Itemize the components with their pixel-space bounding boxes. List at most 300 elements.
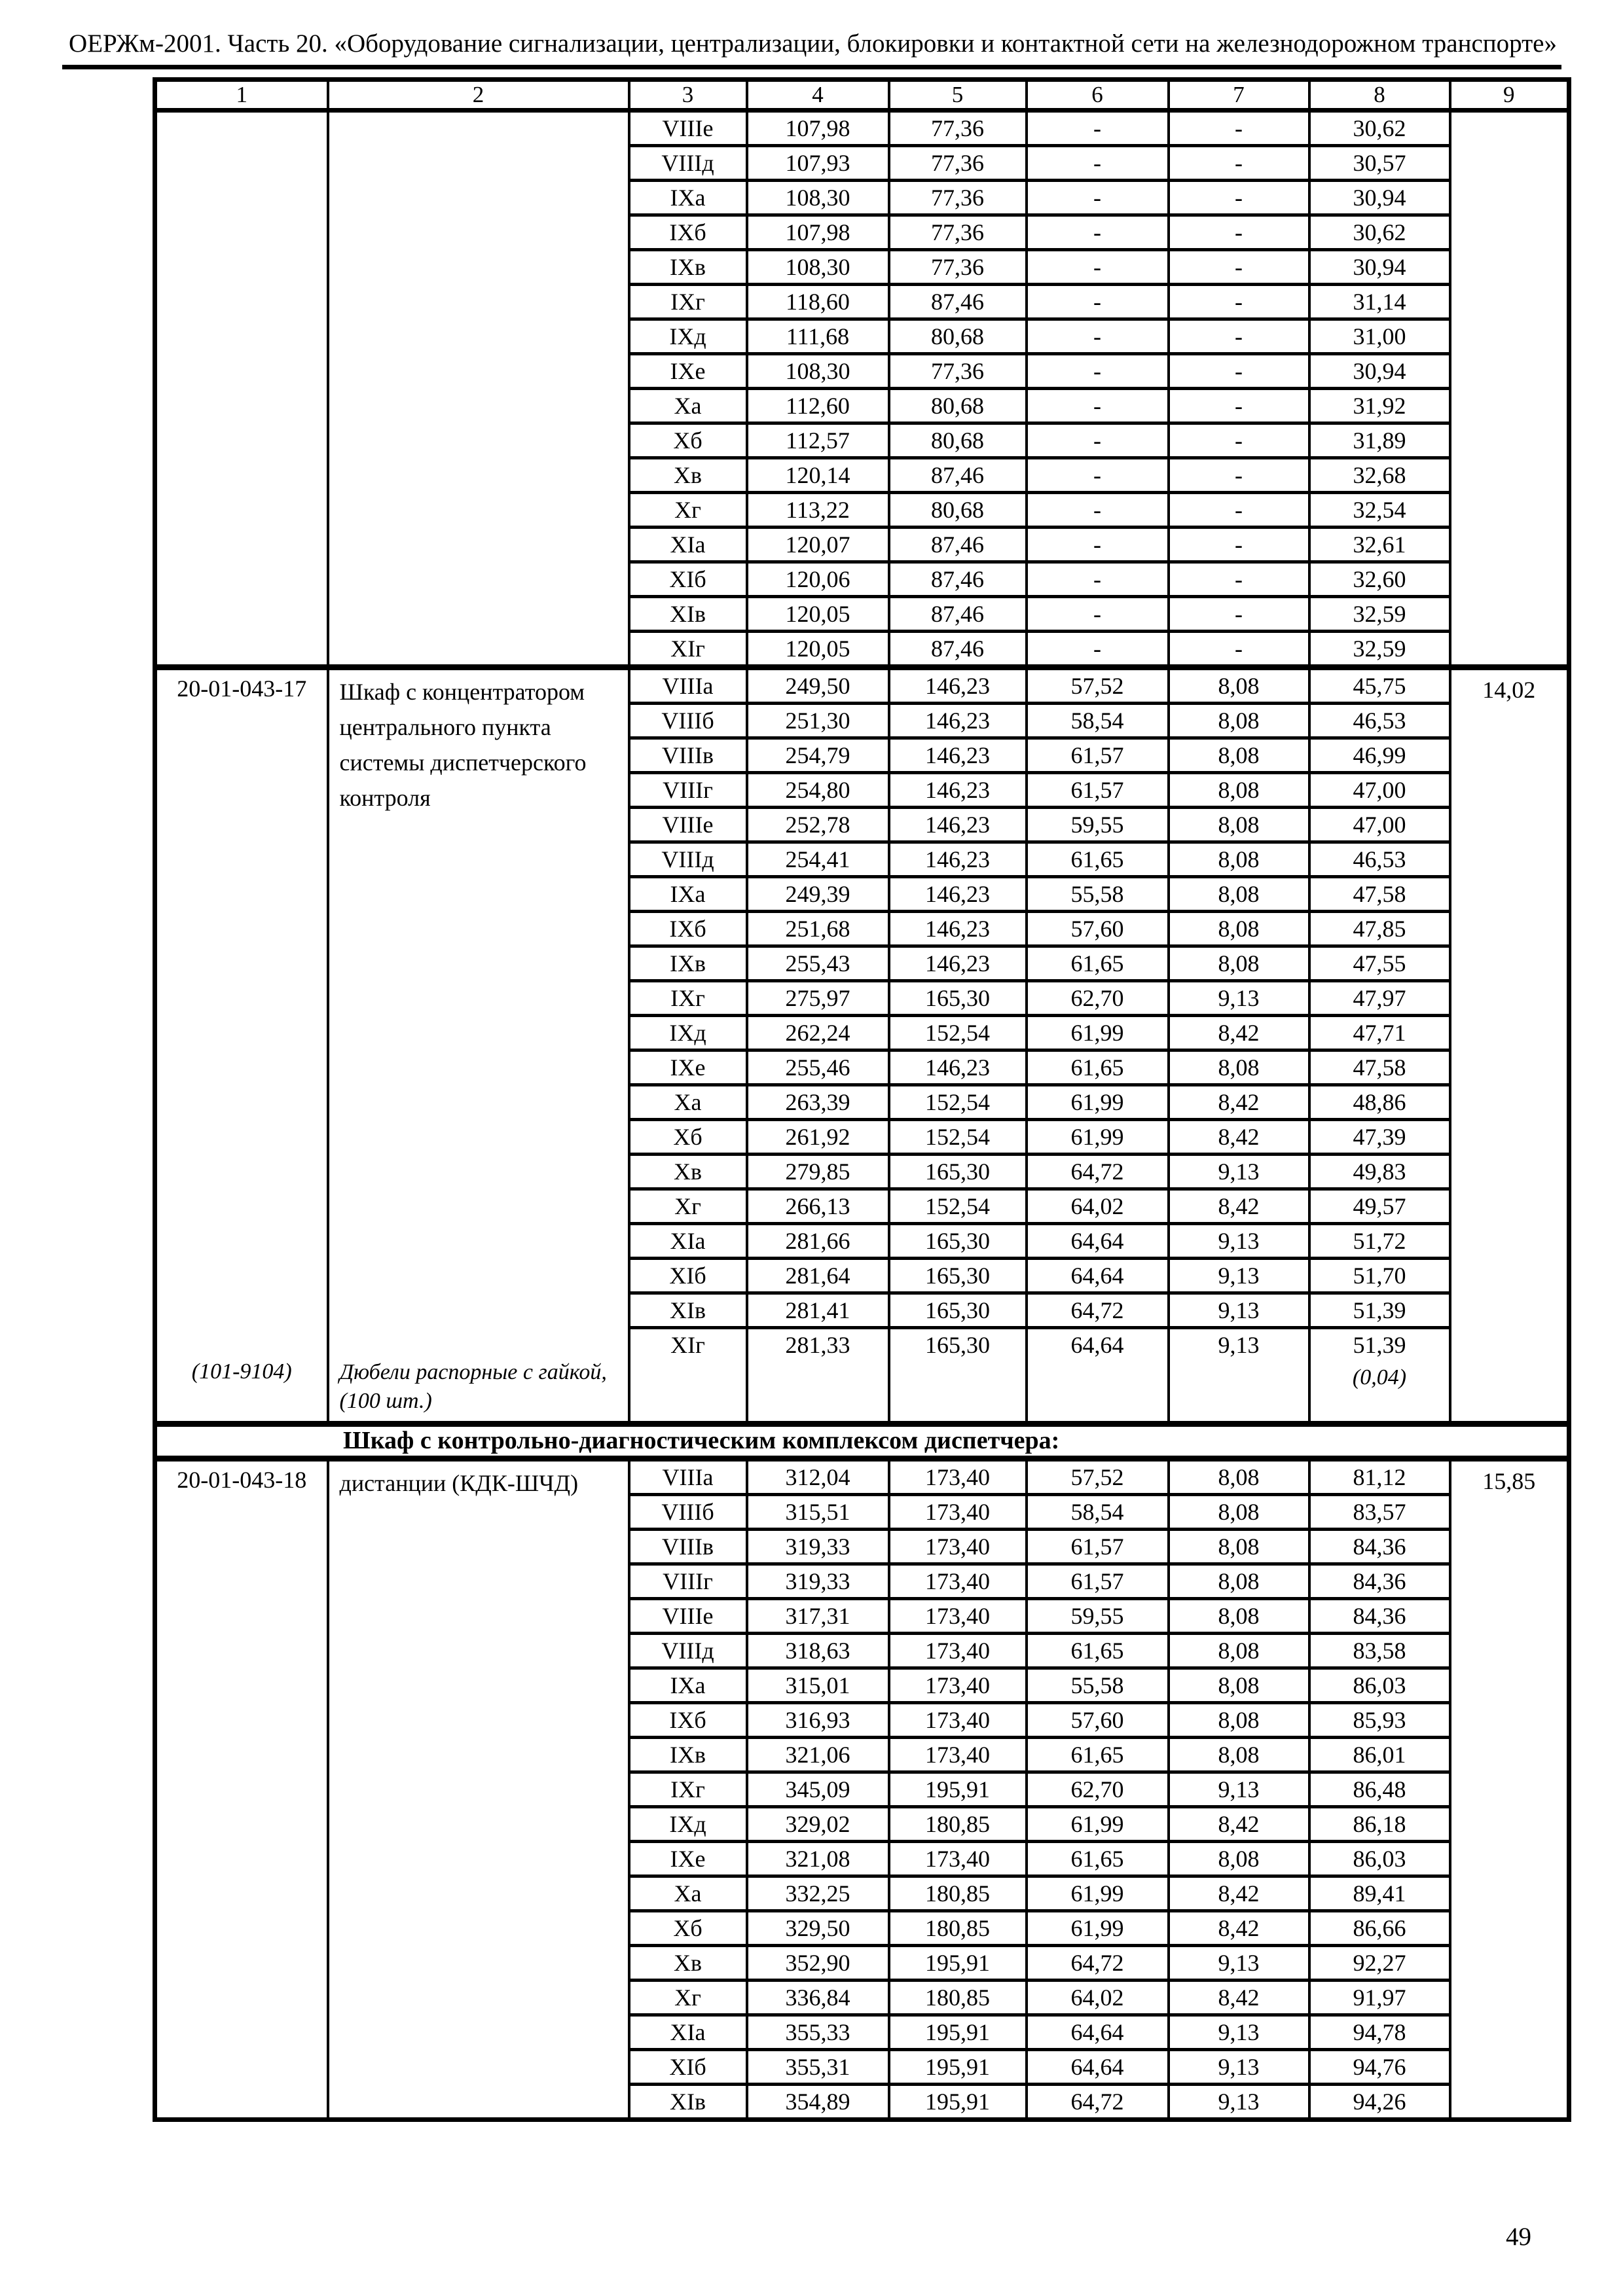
cell-value: - xyxy=(1027,215,1169,250)
cell-value: 173,40 xyxy=(889,1459,1027,1495)
cell-value: 61,65 xyxy=(1027,842,1169,877)
cell-value: 180,85 xyxy=(889,1876,1027,1911)
cell-value: 173,40 xyxy=(889,1842,1027,1876)
cell-value: 58,54 xyxy=(1027,704,1169,738)
cell-value: 85,93 xyxy=(1309,1703,1450,1738)
cell-value: - xyxy=(1169,285,1309,319)
cell-value: 8,08 xyxy=(1169,1564,1309,1599)
cell-value: 8,08 xyxy=(1169,1459,1309,1495)
cell-value: - xyxy=(1169,146,1309,181)
cell-value: 249,39 xyxy=(747,877,889,912)
cell-value: - xyxy=(1169,354,1309,389)
cell-value: 165,30 xyxy=(889,1293,1027,1328)
cell-value: 31,92 xyxy=(1309,389,1450,423)
cell-value: 51,72 xyxy=(1309,1224,1450,1259)
note-col8: (0,04) xyxy=(1309,1361,1450,1424)
cell-value: 61,99 xyxy=(1027,1876,1169,1911)
cell-value: 9,13 xyxy=(1169,1328,1309,1361)
cell-value: - xyxy=(1169,458,1309,493)
cell-modification: VIIIб xyxy=(629,704,747,738)
cell-value: 249,50 xyxy=(747,668,889,704)
cell-value: 47,58 xyxy=(1309,877,1450,912)
cell-modification: VIIIа xyxy=(629,668,747,704)
cell-value: 86,48 xyxy=(1309,1772,1450,1807)
cell-value: 91,97 xyxy=(1309,1981,1450,2015)
group-heading-row xyxy=(155,1424,1569,1459)
cell-value: 118,60 xyxy=(747,285,889,319)
code-text: 20-01-043-18 xyxy=(177,1467,307,1494)
cell-modification: VIIIб xyxy=(629,1495,747,1530)
cell-value: 87,46 xyxy=(889,285,1027,319)
cell-value: 32,54 xyxy=(1309,493,1450,528)
cell-value: 317,31 xyxy=(747,1599,889,1634)
cell-value: 120,07 xyxy=(747,528,889,562)
cell-value: 352,90 xyxy=(747,1946,889,1981)
cell-value: 173,40 xyxy=(889,1564,1027,1599)
cell-value: 146,23 xyxy=(889,808,1027,842)
cell-value: 165,30 xyxy=(889,1328,1027,1361)
cell-value: 9,13 xyxy=(1169,2085,1309,2120)
cell-value: 49,57 xyxy=(1309,1189,1450,1224)
cell-value: 77,36 xyxy=(889,215,1027,250)
column-header: 6 xyxy=(1027,80,1169,111)
cell-value: 87,46 xyxy=(889,632,1027,668)
cell-value: 173,40 xyxy=(889,1703,1027,1738)
cell-value: 87,46 xyxy=(889,562,1027,597)
cell-code xyxy=(155,111,328,668)
cell-value: 173,40 xyxy=(889,1599,1027,1634)
cell-value: 64,64 xyxy=(1027,2050,1169,2085)
cell-name xyxy=(328,668,629,1424)
cell-value: 61,65 xyxy=(1027,1050,1169,1085)
cell-modification: VIIIе xyxy=(629,1599,747,1634)
cell-value: 319,33 xyxy=(747,1530,889,1564)
cell-value: 262,24 xyxy=(747,1016,889,1050)
cell-modification: XIг xyxy=(629,1328,747,1361)
cell-modification: VIIIв xyxy=(629,738,747,773)
cell-value: 51,39 xyxy=(1309,1293,1450,1328)
cell-value: 46,53 xyxy=(1309,842,1450,877)
cell-value: 61,99 xyxy=(1027,1807,1169,1842)
cell-value: 49,83 xyxy=(1309,1155,1450,1189)
cell-value: 84,36 xyxy=(1309,1599,1450,1634)
cell-value: 8,42 xyxy=(1169,1016,1309,1050)
cell-value: 30,94 xyxy=(1309,354,1450,389)
cell-value: 332,25 xyxy=(747,1876,889,1911)
cell-value: 195,91 xyxy=(889,1946,1027,1981)
cell-value: 59,55 xyxy=(1027,1599,1169,1634)
cell-value: 64,02 xyxy=(1027,1189,1169,1224)
cell-modification: XIв xyxy=(629,1293,747,1328)
cell-value: 30,57 xyxy=(1309,146,1450,181)
cell-value: 61,57 xyxy=(1027,773,1169,808)
cell-value: 86,03 xyxy=(1309,1842,1450,1876)
cell-modification: IXд xyxy=(629,319,747,354)
cell-value: - xyxy=(1169,597,1309,632)
column-header: 8 xyxy=(1309,80,1450,111)
cell-value: 47,58 xyxy=(1309,1050,1450,1085)
cell-value: 80,68 xyxy=(889,423,1027,458)
cell-value: 47,00 xyxy=(1309,773,1450,808)
cell-value: 8,08 xyxy=(1169,808,1309,842)
cell-value: - xyxy=(1027,423,1169,458)
cell-value: 146,23 xyxy=(889,842,1027,877)
column-header: 3 xyxy=(629,80,747,111)
cell-value: 329,02 xyxy=(747,1807,889,1842)
cell-value: 80,68 xyxy=(889,493,1027,528)
cell-value: - xyxy=(1027,493,1169,528)
cell-modification: Xа xyxy=(629,1876,747,1911)
cell-value: 87,46 xyxy=(889,458,1027,493)
cell-value: 64,64 xyxy=(1027,2015,1169,2050)
cell-value: 64,72 xyxy=(1027,1946,1169,1981)
cell-value: 89,41 xyxy=(1309,1876,1450,1911)
cell-value: 146,23 xyxy=(889,668,1027,704)
cell-value: 180,85 xyxy=(889,1981,1027,2015)
cell-value: 61,65 xyxy=(1027,1738,1169,1772)
cell-value: 329,50 xyxy=(747,1911,889,1946)
cell-value: 57,60 xyxy=(1027,912,1169,946)
cell-value: 152,54 xyxy=(889,1085,1027,1120)
cell-value: 57,52 xyxy=(1027,1459,1169,1495)
cell-value: 173,40 xyxy=(889,1738,1027,1772)
cell-modification: Xб xyxy=(629,1911,747,1946)
cell-value: 94,76 xyxy=(1309,2050,1450,2085)
cell-value: 83,58 xyxy=(1309,1634,1450,1668)
cell-modification: XIб xyxy=(629,562,747,597)
cell-value: 195,91 xyxy=(889,2050,1027,2085)
cell-value: 86,66 xyxy=(1309,1911,1450,1946)
cell-value: 345,09 xyxy=(747,1772,889,1807)
cell-value: 113,22 xyxy=(747,493,889,528)
cell-value: 8,08 xyxy=(1169,738,1309,773)
cell-value: 64,64 xyxy=(1027,1259,1169,1293)
cell-value: 108,30 xyxy=(747,354,889,389)
page-number: 49 xyxy=(1506,2223,1531,2251)
cell-value: 51,39 xyxy=(1309,1328,1450,1361)
cell-value: 58,54 xyxy=(1027,1495,1169,1530)
cell-value: 64,72 xyxy=(1027,1155,1169,1189)
cell-modification: Xг xyxy=(629,493,747,528)
cell-value: 87,46 xyxy=(889,528,1027,562)
group-heading-label: Шкаф с контрольно-диагностическим комплексом диспетчера: xyxy=(155,1424,1569,1459)
cell-value: 83,57 xyxy=(1309,1495,1450,1530)
cell-modification: IXв xyxy=(629,946,747,981)
cell-modification: IXе xyxy=(629,1050,747,1085)
cell-value: 31,00 xyxy=(1309,319,1450,354)
column-header: 1 xyxy=(155,80,328,111)
cell-modification: IXд xyxy=(629,1016,747,1050)
cell-value: 111,68 xyxy=(747,319,889,354)
cell-value: 120,06 xyxy=(747,562,889,597)
cell-value: 47,39 xyxy=(1309,1120,1450,1155)
column-header-row xyxy=(155,80,1569,111)
cell-value: - xyxy=(1169,632,1309,668)
cell-value: 281,41 xyxy=(747,1293,889,1328)
cell-modification: IXг xyxy=(629,1772,747,1807)
cell-value: 32,59 xyxy=(1309,597,1450,632)
cell-value: 266,13 xyxy=(747,1189,889,1224)
cell-code xyxy=(155,1459,328,2120)
cell-value: 8,08 xyxy=(1169,1495,1309,1530)
cell-value: 8,08 xyxy=(1169,842,1309,877)
cell-modification: VIIIг xyxy=(629,773,747,808)
cell-value: 51,70 xyxy=(1309,1259,1450,1293)
cell-modification: Xб xyxy=(629,1120,747,1155)
note-empty-cell xyxy=(1169,1361,1309,1424)
name-text: дистанции (КДК-ШЧД) xyxy=(339,1470,579,1497)
cell-value: 61,99 xyxy=(1027,1120,1169,1155)
cell-value: 77,36 xyxy=(889,146,1027,181)
cell-value: 47,97 xyxy=(1309,981,1450,1016)
cell-value: 251,30 xyxy=(747,704,889,738)
cell-value: 281,66 xyxy=(747,1224,889,1259)
cell-col9: 14,02 xyxy=(1450,668,1569,1424)
cell-value: 8,42 xyxy=(1169,1120,1309,1155)
cell-value: 61,65 xyxy=(1027,1842,1169,1876)
cell-value: 8,08 xyxy=(1169,877,1309,912)
cell-value: 92,27 xyxy=(1309,1946,1450,1981)
cell-value: 80,68 xyxy=(889,319,1027,354)
cell-value: 8,08 xyxy=(1169,912,1309,946)
cell-value: 254,80 xyxy=(747,773,889,808)
cell-value: 64,72 xyxy=(1027,1293,1169,1328)
cell-value: 195,91 xyxy=(889,1772,1027,1807)
cell-value: 251,68 xyxy=(747,912,889,946)
cell-value: 47,85 xyxy=(1309,912,1450,946)
cell-value: 146,23 xyxy=(889,912,1027,946)
cell-value: 57,52 xyxy=(1027,668,1169,704)
cell-value: 165,30 xyxy=(889,1155,1027,1189)
cell-value: 318,63 xyxy=(747,1634,889,1668)
cell-value: 146,23 xyxy=(889,946,1027,981)
cell-value: 86,18 xyxy=(1309,1807,1450,1842)
cell-value: - xyxy=(1027,562,1169,597)
cell-modification: XIб xyxy=(629,1259,747,1293)
cell-value: 173,40 xyxy=(889,1530,1027,1564)
cell-value: 8,08 xyxy=(1169,1634,1309,1668)
cell-value: 120,05 xyxy=(747,597,889,632)
cell-value: - xyxy=(1169,319,1309,354)
cell-value: 354,89 xyxy=(747,2085,889,2120)
cell-modification: IXе xyxy=(629,1842,747,1876)
cell-modification: VIIIв xyxy=(629,1530,747,1564)
cell-value: 8,08 xyxy=(1169,1842,1309,1876)
cell-value: 32,61 xyxy=(1309,528,1450,562)
table-row xyxy=(155,668,1569,704)
code-text: 20-01-043-17 xyxy=(177,675,307,702)
column-header: 2 xyxy=(328,80,629,111)
cell-value: - xyxy=(1027,319,1169,354)
cell-value: 146,23 xyxy=(889,1050,1027,1085)
cell-value: - xyxy=(1027,146,1169,181)
cell-name xyxy=(328,1459,629,2120)
cell-value: 9,13 xyxy=(1169,1946,1309,1981)
cell-modification: XIв xyxy=(629,2085,747,2120)
cell-modification: IXв xyxy=(629,250,747,285)
cell-value: 146,23 xyxy=(889,773,1027,808)
cell-value: 84,36 xyxy=(1309,1564,1450,1599)
cell-modification: VIIIе xyxy=(629,111,747,146)
cell-value: - xyxy=(1027,111,1169,146)
cell-value: 8,08 xyxy=(1169,946,1309,981)
cell-value: 315,51 xyxy=(747,1495,889,1530)
cell-value: 84,36 xyxy=(1309,1530,1450,1564)
cell-modification: XIа xyxy=(629,1224,747,1259)
cell-value: 8,42 xyxy=(1169,1911,1309,1946)
cell-value: 62,70 xyxy=(1027,981,1169,1016)
cell-value: 30,94 xyxy=(1309,181,1450,215)
cell-value: - xyxy=(1027,250,1169,285)
cell-value: 255,43 xyxy=(747,946,889,981)
cell-modification: IXд xyxy=(629,1807,747,1842)
name-text: Шкаф с концентратором центрального пункта системы диспетчерского контроля xyxy=(339,679,587,812)
cell-value: 165,30 xyxy=(889,981,1027,1016)
cell-code xyxy=(155,668,328,1424)
cell-value: 355,31 xyxy=(747,2050,889,2085)
cell-value: 112,57 xyxy=(747,423,889,458)
cell-modification: VIIIе xyxy=(629,808,747,842)
cell-value: 86,03 xyxy=(1309,1668,1450,1703)
cell-value: 255,46 xyxy=(747,1050,889,1085)
cell-value: - xyxy=(1027,389,1169,423)
cell-value: - xyxy=(1027,285,1169,319)
cell-value: 108,30 xyxy=(747,250,889,285)
cell-value: 64,72 xyxy=(1027,2085,1169,2120)
note-empty-cell xyxy=(1027,1361,1169,1424)
cell-value: 61,65 xyxy=(1027,1634,1169,1668)
cell-value: 355,33 xyxy=(747,2015,889,2050)
cell-value: 8,42 xyxy=(1169,1807,1309,1842)
cell-value: 8,08 xyxy=(1169,1530,1309,1564)
cell-value: 57,60 xyxy=(1027,1703,1169,1738)
cell-value: 319,33 xyxy=(747,1564,889,1599)
cell-value: - xyxy=(1169,493,1309,528)
cell-modification: XIа xyxy=(629,528,747,562)
cell-value: 180,85 xyxy=(889,1911,1027,1946)
cell-value: 165,30 xyxy=(889,1224,1027,1259)
cell-modification: IXа xyxy=(629,877,747,912)
cell-modification: Xв xyxy=(629,1946,747,1981)
column-header: 4 xyxy=(747,80,889,111)
code-note: (101-9104) xyxy=(191,1359,292,1384)
cell-value: 61,99 xyxy=(1027,1911,1169,1946)
cell-value: 55,58 xyxy=(1027,877,1169,912)
cell-value: 87,46 xyxy=(889,597,1027,632)
cell-value: 8,08 xyxy=(1169,1703,1309,1738)
cell-value: 62,70 xyxy=(1027,1772,1169,1807)
cell-value: 112,60 xyxy=(747,389,889,423)
note-empty-cell xyxy=(747,1361,889,1424)
cell-modification: XIв xyxy=(629,597,747,632)
cell-modification: Xг xyxy=(629,1189,747,1224)
cell-modification: IXв xyxy=(629,1738,747,1772)
cell-value: 9,13 xyxy=(1169,1259,1309,1293)
cell-modification: VIIIд xyxy=(629,146,747,181)
cell-value: 281,64 xyxy=(747,1259,889,1293)
cell-value: 45,75 xyxy=(1309,668,1450,704)
cell-value: 8,42 xyxy=(1169,1876,1309,1911)
cell-modification: IXб xyxy=(629,1703,747,1738)
cell-value: - xyxy=(1169,215,1309,250)
cell-value: 120,14 xyxy=(747,458,889,493)
cell-value: 46,53 xyxy=(1309,704,1450,738)
cell-value: 195,91 xyxy=(889,2085,1027,2120)
cell-value: 9,13 xyxy=(1169,1293,1309,1328)
cell-modification: IXг xyxy=(629,285,747,319)
cell-value: 279,85 xyxy=(747,1155,889,1189)
cell-value: 316,93 xyxy=(747,1703,889,1738)
cell-value: 146,23 xyxy=(889,704,1027,738)
cell-value: 77,36 xyxy=(889,354,1027,389)
cell-modification: Xб xyxy=(629,423,747,458)
cell-value: 48,86 xyxy=(1309,1085,1450,1120)
cell-value: 47,55 xyxy=(1309,946,1450,981)
cell-value: - xyxy=(1027,597,1169,632)
table-row xyxy=(155,1459,1569,1495)
cell-value: 8,42 xyxy=(1169,1981,1309,2015)
cell-modification: Xг xyxy=(629,1981,747,2015)
cell-value: 32,68 xyxy=(1309,458,1450,493)
cell-value: 9,13 xyxy=(1169,1224,1309,1259)
cell-value: 61,57 xyxy=(1027,1530,1169,1564)
cell-value: - xyxy=(1027,354,1169,389)
cell-value: 152,54 xyxy=(889,1189,1027,1224)
cell-value: 61,99 xyxy=(1027,1016,1169,1050)
cell-value: 9,13 xyxy=(1169,1772,1309,1807)
table-body xyxy=(155,111,1569,2120)
cell-value: 81,12 xyxy=(1309,1459,1450,1495)
cell-modification: IXа xyxy=(629,181,747,215)
cell-value: 336,84 xyxy=(747,1981,889,2015)
cell-col9: 15,85 xyxy=(1450,1459,1569,2120)
cell-value: 173,40 xyxy=(889,1495,1027,1530)
cell-value: 59,55 xyxy=(1027,808,1169,842)
cell-value: 263,39 xyxy=(747,1085,889,1120)
cell-value: 61,57 xyxy=(1027,738,1169,773)
cell-modification: IXб xyxy=(629,912,747,946)
cell-value: - xyxy=(1027,181,1169,215)
column-header: 5 xyxy=(889,80,1027,111)
cell-col9 xyxy=(1450,111,1569,668)
cell-value: 30,62 xyxy=(1309,111,1450,146)
cell-value: 252,78 xyxy=(747,808,889,842)
cell-value: 77,36 xyxy=(889,181,1027,215)
cell-value: 61,65 xyxy=(1027,946,1169,981)
cell-value: 8,08 xyxy=(1169,773,1309,808)
cell-value: 94,26 xyxy=(1309,2085,1450,2120)
cell-value: - xyxy=(1169,423,1309,458)
cell-value: 108,30 xyxy=(747,181,889,215)
cell-value: 64,64 xyxy=(1027,1328,1169,1361)
cell-name xyxy=(328,111,629,668)
cell-value: 94,78 xyxy=(1309,2015,1450,2050)
cell-value: 146,23 xyxy=(889,877,1027,912)
cell-value: 165,30 xyxy=(889,1259,1027,1293)
cell-value: 107,98 xyxy=(747,215,889,250)
cell-value: 30,94 xyxy=(1309,250,1450,285)
cell-value: - xyxy=(1169,250,1309,285)
cell-modification: Xв xyxy=(629,458,747,493)
page-header: ОЕРЖм-2001. Часть 20. «Оборудование сигнализации, централизации, блокировки и контактной сети на железнодорожном транспорте» xyxy=(69,29,1557,58)
cell-value: 55,58 xyxy=(1027,1668,1169,1703)
cell-value: 8,08 xyxy=(1169,1668,1309,1703)
cell-value: 254,41 xyxy=(747,842,889,877)
cell-value: 254,79 xyxy=(747,738,889,773)
cell-value: 321,06 xyxy=(747,1738,889,1772)
cell-value: 61,57 xyxy=(1027,1564,1169,1599)
cell-value: 77,36 xyxy=(889,111,1027,146)
